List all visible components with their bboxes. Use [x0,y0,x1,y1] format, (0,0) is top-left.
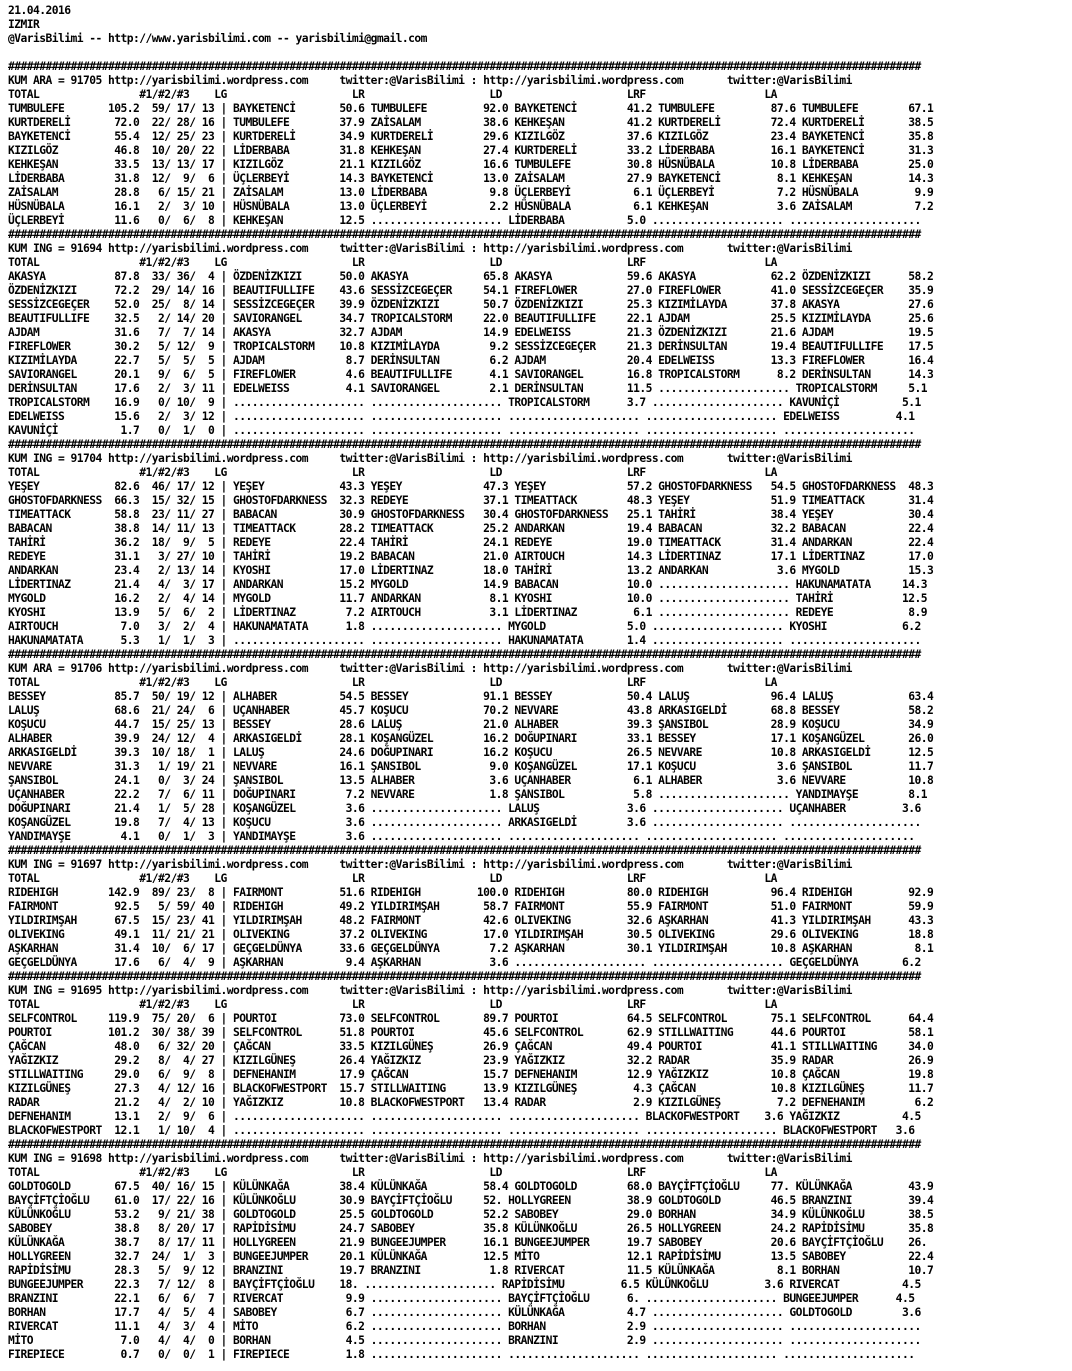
result-row: SABOBEY 38.8 8/ 20/ 17 | RAPİDİSİMU 24.7 SABOBEY 35.8 KÜLÜNKOĞLU 26.5 HOLLYGREEN 24.2 RAPİDİSİMU 35.8 [8,1222,934,1235]
result-row: REDEYE 31.1 3/ 27/ 10 | TAHİRİ 19.2 BABACAN 21.0 AIRTOUCH 14.3 LİDERTINAZ 17.1 LİDERTINAZ 17.0 [8,550,934,563]
result-row: RIVERCAT 11.1 4/ 3/ 4 | MİTO 6.2 ..................... BORHAN 2.9 ..................... ..................... [8,1320,921,1333]
report-city: IZMIR [8,18,40,31]
result-row: TROPICALSTORM 16.9 0/ 10/ 9 | ..................... ..................... TROPICALSTORM 3.7 ..................... KAVUNİÇİ 5.1 [8,396,921,409]
result-row: KOŞANGÜZEL 19.8 7/ 4/ 13 | KOŞUCU 3.6 ..................... ARKASIGELDİ 3.6 ..................... ..................... [8,816,921,829]
section-separator: ################################################################################################################################################## [8,228,921,241]
result-row: UÇANHABER 22.2 7/ 6/ 11 | DOĞUPINARI 7.2 NEVVARE 1.8 ŞANSIBOL 5.8 ..................... YANDIMAYŞE 8.1 [8,788,927,801]
column-header-row: TOTAL #1/#2/#3 LG LR LD LRF LA [8,256,777,269]
result-row: LALUŞ 68.6 21/ 24/ 6 | UÇANHABER 45.7 KOŞUCU 70.2 NEVVARE 43.8 ARKASIGELDİ 68.8 BESSEY 58.2 [8,704,934,717]
result-row: AŞKARHAN 31.4 10/ 6/ 17 | GEÇGELDÜNYA 33.6 GEÇGELDÜNYA 7.2 AŞKARHAN 30.1 YILDIRIMŞAH 10.8 AŞKARHAN 8.1 [8,942,934,955]
result-row: BLACKOFWESTPORT 12.1 1/ 10/ 4 | ..................... ..................... ..................... ..................... BLACKOFWESTPORT 3.6 [8,1124,915,1137]
result-row: BORHAN 17.7 4/ 5/ 4 | SABOBEY 6.7 ..................... KÜLÜNKAĞA 4.7 ..................... GOLDTOGOLD 3.6 [8,1306,921,1319]
result-row: ÖZDENİZKIZI 72.2 29/ 14/ 16 | BEAUTIFULLIFE 43.6 SESSİZCEGEÇER 54.1 FIREFLOWER 27.0 FIREFLOWER 41.0 SESSİZCEGEÇER 35.9 [8,284,934,297]
result-row: YILDIRIMŞAH 67.5 15/ 23/ 41 | YILDIRIMŞAH 48.2 FAIRMONT 42.6 OLIVEKING 32.6 AŞKARHAN 41.3 YILDIRIMŞAH 43.3 [8,914,934,927]
result-row: KOŞUCU 44.7 15/ 25/ 13 | BESSEY 28.6 LALUŞ 21.0 ALHABER 39.3 ŞANSIBOL 28.9 KOŞUCU 34.9 [8,718,934,731]
result-row: FIREFLOWER 30.2 5/ 12/ 9 | TROPICALSTORM 10.8 KIZIMİLAYDA 9.2 SESSİZCEGEÇER 21.3 DERİNSULTAN 19.4 BEAUTIFULLIFE 17.5 [8,340,934,353]
result-row: RAPİDİSİMU 28.3 5/ 9/ 12 | BRANZINI 19.7 BRANZINI 1.8 RIVERCAT 11.5 KÜLÜNKAĞA 8.1 BORHAN 10.7 [8,1264,934,1277]
result-row: TUMBULEFE 105.2 59/ 17/ 13 | BAYKETENCİ 50.6 TUMBULEFE 92.0 BAYKETENCİ 41.2 TUMBULEFE 87.6 TUMBULEFE 67.1 [8,102,934,115]
result-row: LİDERBABA 31.8 12/ 9/ 6 | ÜÇLERBEYİ 14.3 BAYKETENCİ 13.0 ZAİSALAM 27.9 BAYKETENCİ 8.1 KEHKEŞAN 14.3 [8,172,934,185]
result-row: STILLWAITING 29.0 6/ 9/ 8 | DEFNEHANIM 17.9 ÇAĞCAN 15.7 DEFNEHANIM 12.9 YAĞIZKIZ 10.8 ÇAĞCAN 19.8 [8,1068,934,1081]
result-row: ARKASIGELDİ 39.3 10/ 18/ 1 | LALUŞ 24.6 DOĞUPINARI 16.2 KOŞUCU 26.5 NEVVARE 10.8 ARKASIGELDİ 12.5 [8,746,934,759]
result-row: BABACAN 38.8 14/ 11/ 13 | TIMEATTACK 28.2 TIMEATTACK 25.2 ANDARKAN 19.4 BABACAN 32.2 BABACAN 22.4 [8,522,934,535]
result-row: AJDAM 31.6 7/ 7/ 14 | AKASYA 32.7 AJDAM 14.9 EDELWEISS 21.3 ÖZDENİZKIZI 21.6 AJDAM 19.5 [8,326,934,339]
result-row: FIREPIECE 0.7 0/ 0/ 1 | FIREPIECE 1.8 ..................... ..................... ..................... ..................... [8,1348,915,1361]
report-date: 21.04.2016 [8,4,71,17]
result-row: RADAR 21.2 4/ 2/ 10 | YAĞIZKIZ 10.8 BLACKOFWESTPORT 13.4 RADAR 2.9 KIZILGÜNEŞ 7.2 DEFNEHANIM 6.2 [8,1096,934,1109]
result-row: HÜSNÜBALA 16.1 2/ 3/ 10 | HÜSNÜBALA 13.0 ÜÇLERBEYİ 2.2 HÜSNÜBALA 6.1 KEHKEŞAN 3.6 ZAİSALAM 7.2 [8,200,934,213]
result-row: SAVIORANGEL 20.1 9/ 6/ 5 | FIREFLOWER 4.6 BEAUTIFULLIFE 4.1 SAVIORANGEL 16.8 TROPICALSTORM 8.2 DERİNSULTAN 14.3 [8,368,934,381]
result-row: KIZILGÖZ 46.8 10/ 20/ 22 | LİDERBABA 31.8 KEHKEŞAN 27.4 KURTDERELİ 33.2 LİDERBABA 16.1 BAYKETENCİ 31.3 [8,144,934,157]
result-row: OLIVEKING 49.1 11/ 21/ 21 | OLIVEKING 37.2 OLIVEKING 17.0 YILDIRIMŞAH 30.5 OLIVEKING 29.6 OLIVEKING 18.8 [8,928,934,941]
result-row: BESSEY 85.7 50/ 19/ 12 | ALHABER 54.5 BESSEY 91.1 BESSEY 50.4 LALUŞ 96.4 LALUŞ 63.4 [8,690,934,703]
result-row: SESSİZCEGEÇER 52.0 25/ 8/ 14 | SESSİZCEGEÇER 39.9 ÖZDENİZKIZI 50.7 ÖZDENİZKIZI 25.3 KIZIMİLAYDA 37.8 AKASYA 27.6 [8,298,934,311]
result-row: GOLDTOGOLD 67.5 40/ 16/ 15 | KÜLÜNKAĞA 38.4 KÜLÜNKAĞA 58.4 GOLDTOGOLD 68.0 BAYÇİFTÇİOĞLU 77. KÜLÜNKAĞA 43.9 [8,1180,934,1193]
result-row: ÇAĞCAN 48.0 6/ 32/ 20 | ÇAĞCAN 33.5 KIZILGÜNEŞ 26.9 ÇAĞCAN 49.4 POURTOI 41.1 STILLWAITING 34.0 [8,1040,934,1053]
result-row: GHOSTOFDARKNESS 66.3 15/ 32/ 15 | GHOSTOFDARKNESS 32.3 REDEYE 37.1 TIMEATTACK 48.3 YEŞEY 51.9 TIMEATTACK 31.4 [8,494,934,507]
result-row: HOLLYGREEN 32.7 24/ 1/ 3 | BUNGEEJUMPER 20.1 KÜLÜNKAĞA 12.5 MİTO 12.1 RAPİDİSİMU 13.5 SABOBEY 22.4 [8,1250,934,1263]
result-row: KYOSHI 13.9 5/ 6/ 2 | LİDERTINAZ 7.2 AIRTOUCH 3.1 LİDERTINAZ 6.1 ..................... REDEYE 8.9 [8,606,927,619]
result-row: LİDERTINAZ 21.4 4/ 3/ 17 | ANDARKAN 15.2 MYGOLD 14.9 BABACAN 10.0 ..................... HAKUNAMATATA 14.3 [8,578,927,591]
section-separator: ################################################################################################################################################## [8,648,921,661]
section-separator: ################################################################################################################################################## [8,970,921,983]
result-row: RIDEHIGH 142.9 89/ 23/ 8 | FAIRMONT 51.6 RIDEHIGH 100.0 RIDEHIGH 80.0 RIDEHIGH 96.4 RIDEHIGH 92.9 [8,886,934,899]
result-row: BAYKETENCİ 55.4 12/ 25/ 23 | KURTDERELİ 34.9 KURTDERELİ 29.6 KIZILGÖZ 37.6 KIZILGÖZ 23.4 BAYKETENCİ 35.8 [8,130,934,143]
result-row: KIZIMİLAYDA 22.7 5/ 5/ 5 | AJDAM 8.7 DERİNSULTAN 6.2 AJDAM 20.4 EDELWEISS 13.3 FIREFLOWER 16.4 [8,354,934,367]
section-separator: ################################################################################################################################################## [8,1138,921,1151]
race-stats-lines [8,60,1072,1362]
result-row: KAVUNİÇİ 1.7 0/ 1/ 0 | ..................... ..................... ..................... ..................... ..................... [8,424,915,437]
result-row: FAIRMONT 92.5 5/ 59/ 40 | RIDEHIGH 49.2 YILDIRIMŞAH 58.7 FAIRMONT 55.9 FAIRMONT 51.0 FAIRMONT 59.9 [8,900,934,913]
result-row: POURTOI 101.2 30/ 38/ 39 | SELFCONTROL 51.8 POURTOI 45.6 SELFCONTROL 62.9 STILLWAITING 44.6 POURTOI 58.1 [8,1026,934,1039]
result-row: TAHİRİ 36.2 18/ 9/ 5 | REDEYE 22.4 TAHİRİ 24.1 REDEYE 19.0 TIMEATTACK 31.4 ANDARKAN 22.4 [8,536,934,549]
result-row: KEHKEŞAN 33.5 13/ 13/ 17 | KIZILGÖZ 21.1 KIZILGÖZ 16.6 TUMBULEFE 30.8 HÜSNÜBALA 10.8 LİDERBABA 25.0 [8,158,934,171]
result-row: GEÇGELDÜNYA 17.6 6/ 4/ 9 | AŞKARHAN 9.4 AŞKARHAN 3.6 ..................... ..................... GEÇGELDÜNYA 6.2 [8,956,921,969]
column-header-row: TOTAL #1/#2/#3 LG LR LD LRF LA [8,676,777,689]
race-header: KUM ING = 91704 http://yarisbilimi.wordpress.com twitter:@VarisBilimi : http://yarisbilimi.wordpress.com twitter:@VarisBilimi [8,452,852,465]
result-row: YEŞEY 82.6 46/ 17/ 12 | YEŞEY 43.3 YEŞEY 47.3 YEŞEY 57.2 GHOSTOFDARKNESS 54.5 GHOSTOFDARKNESS 48.3 [8,480,934,493]
column-header-row: TOTAL #1/#2/#3 LG LR LD LRF LA [8,1166,777,1179]
race-header: KUM ING = 91698 http://yarisbilimi.wordpress.com twitter:@VarisBilimi : http://yarisbilimi.wordpress.com twitter:@VarisBilimi [8,1152,852,1165]
result-row: KIZILGÜNEŞ 27.3 4/ 12/ 16 | BLACKOFWESTPORT 15.7 STILLWAITING 13.9 KIZILGÜNEŞ 4.3 ÇAĞCAN 10.8 KIZILGÜNEŞ 11.7 [8,1082,934,1095]
result-row: NEVVARE 31.3 1/ 19/ 21 | NEVVARE 16.1 ŞANSIBOL 9.0 KOŞANGÜZEL 17.1 KOŞUCU 3.6 ŞANSIBOL 11.7 [8,760,934,773]
column-header-row: TOTAL #1/#2/#3 LG LR LD LRF LA [8,466,777,479]
result-row: DOĞUPINARI 21.4 1/ 5/ 28 | KOŞANGÜZEL 3.6 ..................... LALUŞ 3.6 ..................... UÇANHABER 3.6 [8,802,921,815]
result-row: BUNGEEJUMPER 22.3 7/ 12/ 8 | BAYÇİFTÇİOĞLU 18. ..................... RAPİDİSİMU 6.5 KÜLÜNKOĞLU 3.6 RIVERCAT 4.5 [8,1278,921,1291]
column-header-row: TOTAL #1/#2/#3 LG LR LD LRF LA [8,88,777,101]
result-row: BRANZINI 22.1 6/ 6/ 7 | RIVERCAT 9.9 ..................... BAYÇİFTÇİOĞLU 6. ..................... BUNGEEJUMPER 4.5 [8,1292,915,1305]
result-row: DEFNEHANIM 13.1 2/ 9/ 6 | ..................... ..................... ..................... BLACKOFWESTPORT 3.6 YAĞIZKIZ 4.5 [8,1110,921,1123]
race-header: KUM ING = 91695 http://yarisbilimi.wordpress.com twitter:@VarisBilimi : http://yarisbilimi.wordpress.com twitter:@VarisBilimi [8,984,852,997]
result-row: MİTO 7.0 4/ 4/ 0 | BORHAN 4.5 ..................... BRANZINI 2.9 ..................... ..................... [8,1334,921,1347]
result-row: BAYÇİFTÇİOĞLU 61.0 17/ 22/ 16 | KÜLÜNKOĞLU 30.9 BAYÇİFTÇİOĞLU 52. HOLLYGREEN 38.9 GOLDTOGOLD 46.5 BRANZINI 39.4 [8,1194,934,1207]
column-header-row: TOTAL #1/#2/#3 LG LR LD LRF LA [8,998,777,1011]
section-separator: ################################################################################################################################################## [8,844,921,857]
section-separator: ################################################################################################################################################## [8,438,921,451]
result-row: ÜÇLERBEYİ 11.6 0/ 6/ 8 | KEHKEŞAN 12.5 ..................... LİDERBABA 5.0 ..................... ..................... [8,214,921,227]
column-header-row: TOTAL #1/#2/#3 LG LR LD LRF LA [8,872,777,885]
result-row: ANDARKAN 23.4 2/ 13/ 14 | KYOSHI 17.0 LİDERTINAZ 18.0 TAHİRİ 13.2 ANDARKAN 3.6 MYGOLD 15.3 [8,564,934,577]
result-row: TIMEATTACK 58.8 23/ 11/ 27 | BABACAN 30.9 GHOSTOFDARKNESS 30.4 GHOSTOFDARKNESS 25.1 TAHİRİ 38.4 YEŞEY 30.4 [8,508,934,521]
result-row: YAĞIZKIZ 29.2 8/ 4/ 27 | KIZILGÜNEŞ 26.4 YAĞIZKIZ 23.9 YAĞIZKIZ 32.2 RADAR 35.9 RADAR 26.9 [8,1054,934,1067]
result-row: KÜLÜNKOĞLU 53.2 9/ 21/ 38 | GOLDTOGOLD 25.5 GOLDTOGOLD 52.2 SABOBEY 29.0 BORHAN 34.9 KÜLÜNKOĞLU 38.5 [8,1208,934,1221]
contact-line: @VarisBilimi -- http://www.yarisbilimi.com -- yarisbilimi@gmail.com [8,32,427,45]
result-row: KÜLÜNKAĞA 38.7 8/ 17/ 11 | HOLLYGREEN 21.9 BUNGEEJUMPER 16.1 BUNGEEJUMPER 19.7 SABOBEY 20.6 BAYÇİFTÇİOĞLU 26. [8,1236,927,1249]
race-header: KUM ING = 91694 http://yarisbilimi.wordpress.com twitter:@VarisBilimi : http://yarisbilimi.wordpress.com twitter:@VarisBilimi [8,242,852,255]
result-row: BEAUTIFULLIFE 32.5 2/ 14/ 20 | SAVIORANGEL 34.7 TROPICALSTORM 22.0 BEAUTIFULLIFE 22.1 AJDAM 25.5 KIZIMİLAYDA 25.6 [8,312,934,325]
result-row: KURTDERELİ 72.0 22/ 28/ 16 | TUMBULEFE 37.9 ZAİSALAM 38.6 KEHKEŞAN 41.2 KURTDERELİ 72.4 KURTDERELİ 38.5 [8,116,934,129]
result-row: MYGOLD 16.2 2/ 4/ 14 | MYGOLD 11.7 ANDARKAN 8.1 KYOSHI 10.0 ..................... TAHİRİ 12.5 [8,592,927,605]
result-row: SELFCONTROL 119.9 75/ 20/ 6 | POURTOI 73.0 SELFCONTROL 89.7 POURTOI 64.5 SELFCONTROL 75.1 SELFCONTROL 64.4 [8,1012,934,1025]
result-row: DERİNSULTAN 17.6 2/ 3/ 11 | EDELWEISS 4.1 SAVIORANGEL 2.1 DERİNSULTAN 11.5 ..................... TROPICALSTORM 5.1 [8,382,927,395]
race-header: KUM ARA = 91705 http://yarisbilimi.wordpress.com twitter:@VarisBilimi : http://yarisbilimi.wordpress.com twitter:@VarisBilimi [8,74,852,87]
blank-line [8,46,1072,60]
result-row: EDELWEISS 15.6 2/ 3/ 12 | ..................... ..................... ..................... ..................... EDELWEISS 4.1 [8,410,915,423]
result-row: AIRTOUCH 7.0 3/ 2/ 4 | HAKUNAMATATA 1.8 ..................... MYGOLD 5.0 ..................... KYOSHI 6.2 [8,620,921,633]
race-header: KUM ARA = 91706 http://yarisbilimi.wordpress.com twitter:@VarisBilimi : http://yarisbilimi.wordpress.com twitter:@VarisBilimi [8,662,852,675]
race-header: KUM ING = 91697 http://yarisbilimi.wordpress.com twitter:@VarisBilimi : http://yarisbilimi.wordpress.com twitter:@VarisBilimi [8,858,852,871]
result-row: ZAİSALAM 28.8 6/ 15/ 21 | ZAİSALAM 13.0 LİDERBABA 9.8 ÜÇLERBEYİ 6.1 ÜÇLERBEYİ 7.2 HÜSNÜBALA 9.9 [8,186,934,199]
result-row: AKASYA 87.8 33/ 36/ 4 | ÖZDENİZKIZI 50.0 AKASYA 65.8 AKASYA 59.6 AKASYA 62.2 ÖZDENİZKIZI 58.2 [8,270,934,283]
result-row: ŞANSIBOL 24.1 0/ 3/ 24 | ŞANSIBOL 13.5 ALHABER 3.6 UÇANHABER 6.1 ALHABER 3.6 NEVVARE 10.8 [8,774,934,787]
result-row: ALHABER 39.9 24/ 12/ 4 | ARKASIGELDİ 28.1 KOŞANGÜZEL 16.2 DOĞUPINARI 33.1 BESSEY 17.1 KOŞANGÜZEL 26.0 [8,732,934,745]
result-row: YANDIMAYŞE 4.1 0/ 1/ 3 | YANDIMAYŞE 3.6 ..................... ..................... ..................... ..................... [8,830,915,843]
result-row: HAKUNAMATATA 5.3 1/ 1/ 3 | ..................... ..................... HAKUNAMATATA 1.4 ..................... ..................... [8,634,921,647]
section-separator: ################################################################################################################################################## [8,60,921,73]
